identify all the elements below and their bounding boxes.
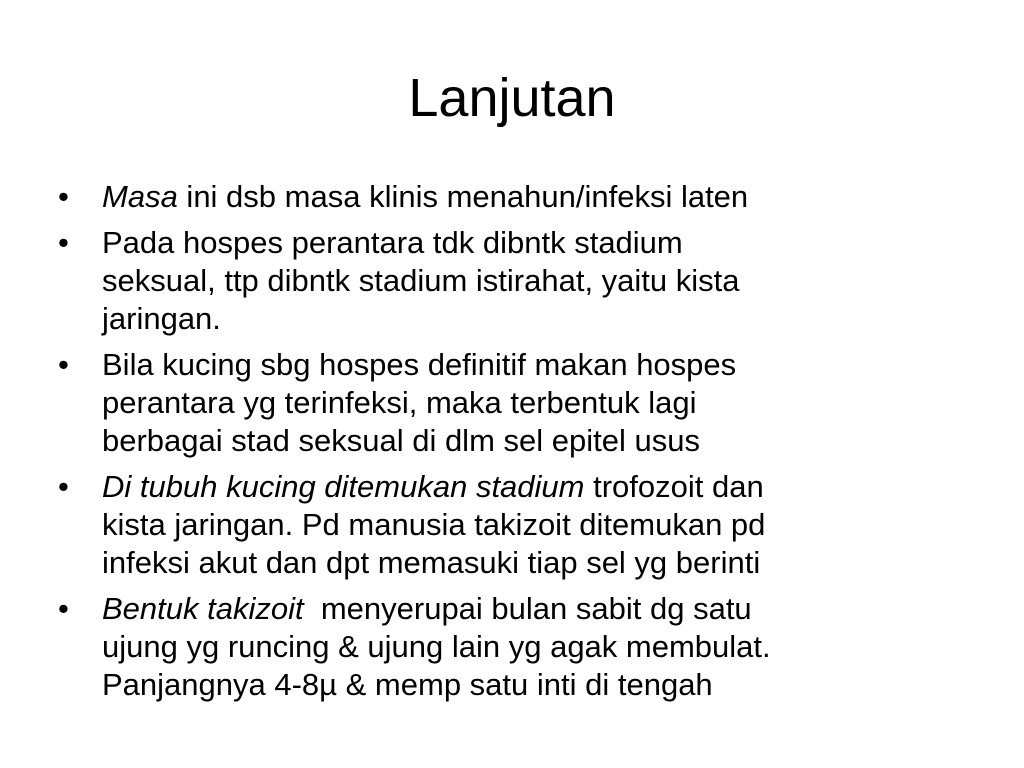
slide-title: Lanjutan bbox=[408, 68, 616, 128]
bullet-list bbox=[0, 178, 1000, 712]
bullet-line bbox=[102, 544, 1000, 582]
bullet-item bbox=[0, 346, 1000, 460]
italic-text: Masa bbox=[102, 179, 178, 214]
bullet-line bbox=[102, 506, 1000, 544]
body-text: seksual, ttp dibntk stadium istirahat, yaitu kista bbox=[102, 263, 740, 298]
body-text: Panjangnya 4-8µ & memp satu inti di tengah bbox=[102, 667, 713, 702]
bullet-item bbox=[0, 178, 1000, 216]
body-text: berbagai stad seksual di dlm sel epitel usus bbox=[102, 423, 700, 458]
body-text: kista jaringan. Pd manusia takizoit ditemukan pd bbox=[102, 507, 766, 542]
body-text: jaringan. bbox=[102, 301, 221, 336]
bullet-line bbox=[102, 262, 1000, 300]
bullet-item bbox=[0, 224, 1000, 338]
bullet-line bbox=[102, 628, 1000, 666]
bullet-item bbox=[0, 590, 1000, 704]
body-text: menyerupai bulan sabit dg satu bbox=[303, 591, 752, 626]
body-text: trofozoit dan bbox=[584, 469, 764, 504]
bullet-line bbox=[102, 178, 1000, 216]
italic-text: Bentuk takizoit bbox=[102, 591, 304, 626]
bullet-line bbox=[102, 468, 1000, 506]
bullet-line bbox=[102, 666, 1000, 704]
italic-text: Di tubuh kucing ditemukan stadium bbox=[102, 469, 585, 504]
bullet-line bbox=[102, 346, 1000, 384]
bullet-line bbox=[102, 384, 1000, 422]
bullet-line bbox=[102, 590, 1000, 628]
body-text: ujung yg runcing & ujung lain yg agak membulat. bbox=[102, 629, 771, 664]
bullet-item bbox=[0, 468, 1000, 582]
body-text: infeksi akut dan dpt memasuki tiap sel yg berinti bbox=[102, 545, 761, 580]
bullet-dot-icon: • bbox=[58, 225, 69, 260]
bullet-line bbox=[102, 224, 1000, 262]
bullet-dot-icon: • bbox=[58, 591, 69, 626]
body-text: Bila kucing sbg hospes definitif makan hospes bbox=[102, 347, 737, 382]
body-text: perantara yg terinfeksi, maka terbentuk lagi bbox=[102, 385, 697, 420]
bullet-dot-icon: • bbox=[58, 179, 69, 214]
bullet-dot-icon: • bbox=[58, 469, 69, 504]
body-text: ini dsb masa klinis menahun/infeksi laten bbox=[177, 179, 749, 214]
bullet-line bbox=[102, 422, 1000, 460]
bullet-dot-icon: • bbox=[58, 347, 69, 382]
body-text: Pada hospes perantara tdk dibntk stadium bbox=[102, 225, 683, 260]
bullet-line bbox=[102, 300, 1000, 338]
